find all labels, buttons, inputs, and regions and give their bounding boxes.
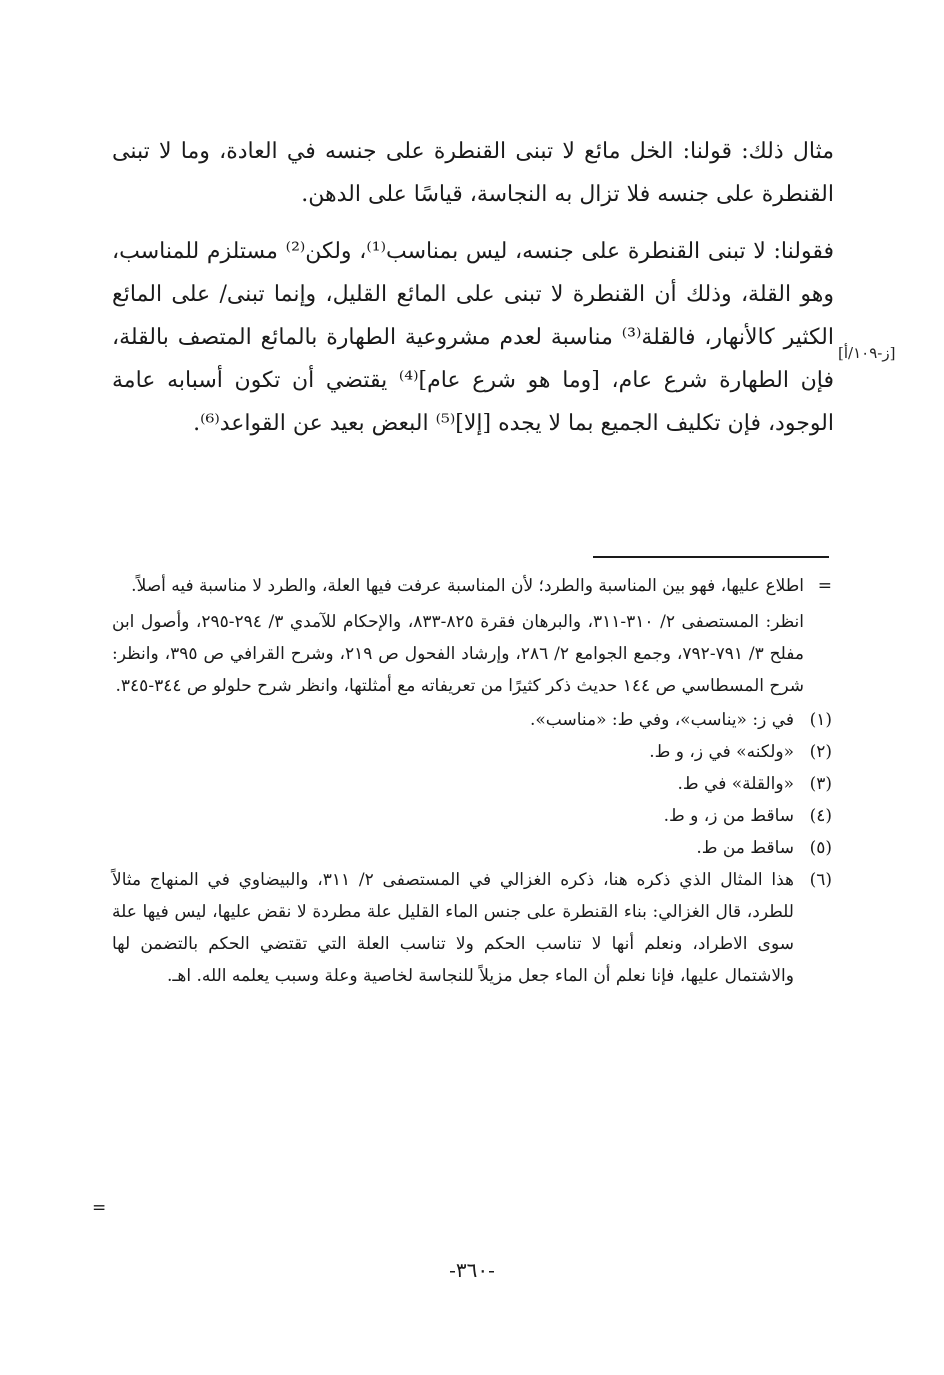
footnote-continuation bbox=[112, 570, 832, 602]
footnote-item bbox=[112, 832, 832, 864]
footnote-number: (٥) bbox=[809, 838, 832, 858]
footnote-text: «والقلة» في ط. bbox=[677, 774, 794, 794]
main-text bbox=[112, 130, 834, 445]
footnote-item bbox=[112, 864, 832, 992]
footnote-continues-marker: = bbox=[92, 1198, 107, 1218]
paragraph-explanation: فقولنا: لا تبنى القنطرة على جنسه، ليس بمناسب⁽¹⁾، ولكن⁽²⁾ مستلزم للمناسب، وهو القلة، وذلك أن القنطرة لا تبنى على المائع القليل، وإنما تبنى/ على المائع الكثير كالأنهار، فالقلة⁽³⁾ مناسبة لعدم مشروعية الطهارة بالمائع المتصف بالقلة، فإن الطهارة شرع عام، [وما هو شرع عام]⁽⁴⁾ يقتضي أن تكون أسبابه عامة الوجود، فإن تكليف الجميع بما لا يجده [إلا]⁽⁵⁾ البعض بعيد عن القواعد⁽⁶⁾. bbox=[112, 239, 835, 436]
footnote-list bbox=[112, 704, 832, 992]
footnote-number: (٢) bbox=[809, 742, 832, 762]
footnote-text: هذا المثال الذي ذكره هنا، ذكره الغزالي في المستصفى ٢/ ٣١١، والبيضاوي في المنهاج مثالاً للطرد، قال الغزالي: بناء القنطرة على جنس الماء القليل علة مطردة لا نقض عليها، ليس فيها علة سوى الاطراد، ونعلم أنها لا تناسب الحكم ولا تناسب العلة التي تقتضي الحكم بالتضمن لها والاشتمال عليها، فإنا نعلم أن الماء جعل مزيلاً للنجاسة لخاصية وعلة وسبب يعلمه الله. اهـ. bbox=[112, 870, 794, 986]
footnote-item bbox=[112, 800, 832, 832]
footnote-item bbox=[112, 768, 832, 800]
paragraph-example: مثال ذلك: قولنا: الخل مائع لا تبنى القنطرة على جنسه في العادة، وما لا تبنى القنطرة على جنسه فلا تزال به النجاسة، قياسًا على الدهن. bbox=[112, 139, 834, 207]
footnote-separator bbox=[593, 556, 829, 558]
footnote-number: (٣) bbox=[809, 774, 832, 794]
footnote-number: (١) bbox=[809, 710, 832, 730]
continuation-marker: = bbox=[817, 576, 832, 596]
page-number: -٣٦٠- bbox=[449, 1258, 495, 1282]
footnote-item bbox=[112, 736, 832, 768]
footnote-text: في ز: «يناسب»، وفي ط: «مناسب». bbox=[529, 710, 794, 730]
footnote-number: (٤) bbox=[809, 806, 832, 826]
footnote-number: (٦) bbox=[809, 870, 832, 890]
footnote-item bbox=[112, 704, 832, 736]
footnote-text: «ولكنه» في ز، و ط. bbox=[649, 742, 794, 762]
footnote-text: ساقط من ز، و ط. bbox=[663, 806, 794, 826]
footnotes bbox=[112, 570, 832, 992]
footnote-text: ساقط من ط. bbox=[696, 838, 794, 858]
manuscript-margin-note: [ز-١٠٩/أ] bbox=[838, 344, 896, 362]
footnote-references: انظر: المستصفى ٢/ ٣١٠-٣١١، والبرهان فقرة ٨٢٥-٨٣٣، والإحكام للآمدي ٣/ ٢٩٤-٢٩٥، وأصول ابن مفلح ٣/ ٧٩١-٧٩٢، وجمع الجوامع ٢/ ٢٨٦، وإرشاد الفحول ص ٢١٩، وشرح القرافي ص ٣٩٥، وانظر: شرح المسطاسي ص ١٤٤ حديث ذكر كثيرًا من تعريفاته مع أمثلتها، وانظر شرح حلولو ص ٣٤٤-٣٤٥. bbox=[112, 612, 804, 696]
continuation-text: اطلاع عليها، فهو بين المناسبة والطرد؛ لأن المناسبة عرفت فيها العلة، والطرد لا مناسبة فيه أصلاً. bbox=[131, 576, 804, 596]
